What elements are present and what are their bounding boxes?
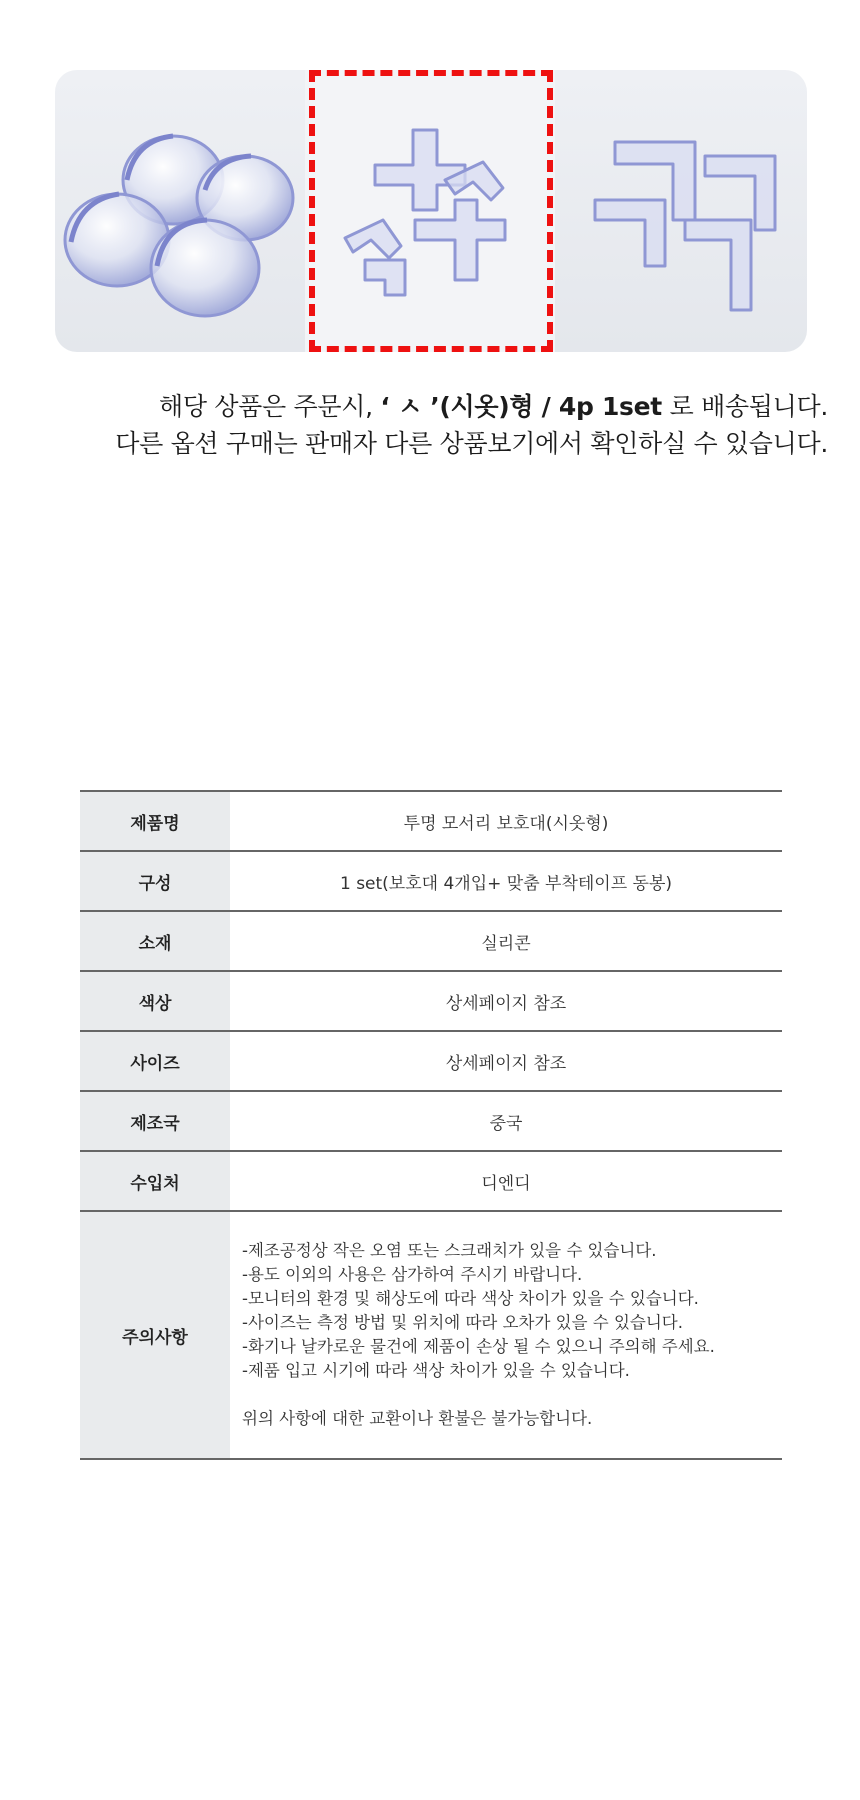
row-value: 상세페이지 참조 <box>230 1031 782 1091</box>
table-row <box>80 1151 782 1211</box>
table-row <box>80 1031 782 1091</box>
row-value: 실리콘 <box>230 911 782 971</box>
row-label: 구성 <box>80 851 230 911</box>
option-round-guards-image <box>55 70 305 352</box>
notes-item: -화기나 날카로운 물건에 제품이 손상 될 수 있으니 주의해 주세요. <box>242 1337 715 1356</box>
option-siot-guards-image <box>305 70 555 352</box>
option-l-guards-image <box>555 70 807 352</box>
row-value: 투명 모서리 보호대(시옷형) <box>230 791 782 851</box>
row-label: 제품명 <box>80 791 230 851</box>
row-value: 중국 <box>230 1091 782 1151</box>
table-row <box>80 911 782 971</box>
notice-line-1: 해당 상품은 주문시, ‘ ㅅ ’(시옷)형 / 4p 1set 로 배송됩니다. <box>158 392 828 421</box>
table-row <box>80 1091 782 1151</box>
notes-item: -제조공정상 작은 오염 또는 스크래치가 있을 수 있습니다. <box>242 1241 657 1260</box>
row-label: 사이즈 <box>80 1031 230 1091</box>
row-value: 상세페이지 참조 <box>230 971 782 1031</box>
notes-content <box>230 1211 782 1459</box>
row-label: 수입처 <box>80 1151 230 1211</box>
notes-label: 주의사항 <box>80 1211 230 1459</box>
table-row <box>80 851 782 911</box>
notes-item: -용도 이외의 사용은 삼가하여 주시기 바랍니다. <box>242 1265 583 1284</box>
notice-line-2: 다른 옵션 구매는 판매자 다른 상품보기에서 확인하실 수 있습니다. <box>115 429 828 458</box>
notes-item: -제품 입고 시기에 따라 색상 차이가 있을 수 있습니다. <box>242 1361 630 1380</box>
table-row <box>80 971 782 1031</box>
notes-footer: 위의 사항에 대한 교환이나 환불은 불가능합니다. <box>242 1409 593 1428</box>
row-value: 1 set(보호대 4개입+ 맞춤 부착테이프 동봉) <box>230 851 782 911</box>
notes-spacer <box>242 1383 782 1407</box>
notice-option-highlight: ‘ ㅅ ’(시옷)형 / 4p 1set <box>380 392 662 421</box>
row-label: 제조국 <box>80 1091 230 1151</box>
row-label: 색상 <box>80 971 230 1031</box>
notes-item: -모니터의 환경 및 해상도에 따라 색상 차이가 있을 수 있습니다. <box>242 1289 699 1308</box>
row-label: 소재 <box>80 911 230 971</box>
table-row <box>80 791 782 851</box>
table-row-notes <box>80 1211 782 1459</box>
delivery-notice <box>30 388 828 462</box>
product-photo-strip <box>55 70 807 352</box>
product-info-table <box>80 790 782 1460</box>
notes-item: -사이즈는 측정 방법 및 위치에 따라 오차가 있을 수 있습니다. <box>242 1313 683 1332</box>
row-value: 디엔디 <box>230 1151 782 1211</box>
